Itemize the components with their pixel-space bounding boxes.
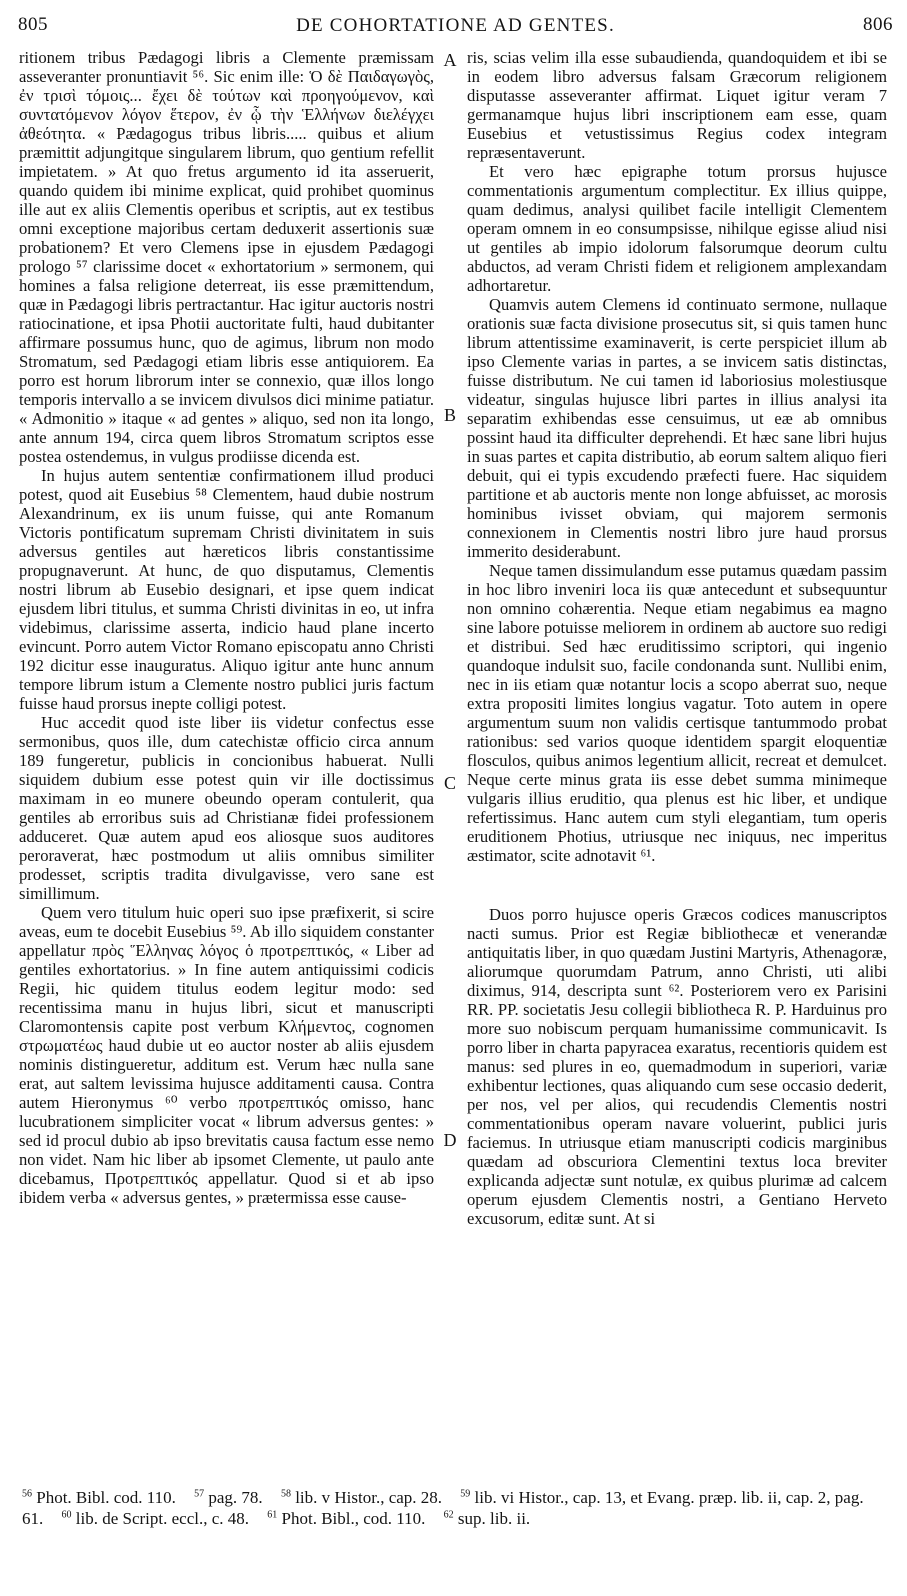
footnotes [22,1487,887,1529]
footnote: $^{57}$ pag. 78. [194,1488,263,1507]
running-title: DE COHORTATIONE AD GENTES. [296,15,615,36]
paragraph: ris, scias velim illa esse subaudienda, quandoquidem et ibi se in eodem libro adversus falsam Græcorum religionem disputasse asseveranter affirmat. Liquet igitur veram 7 germanamque hujus libri inscriptionem eam esse, quam Eusebius et vetustissimus Regius codex integram repræsentaverunt. [467,48,887,162]
footnote: $^{60}$ lib. de Script. eccl., c. 48. [61,1509,250,1528]
page-header [18,14,893,40]
left-column [19,48,434,1207]
margin-marker-a: A [443,50,457,70]
paragraph: Et vero hæc epigraphe totum prorsus hujusce commentationis argumentum complectitur. Ex illius quippe, quam dedimus, analysi quilibet facile intelligit Clementem operam omnem in eo consumpsisse, nihilque egisse aliud nisi ut gentiles ab impio idolorum falsorumque deorum cultu abductos, ad veram Christi fidem et religionem amplexandam adhortaretur. [467,162,887,295]
page-number-right: 806 [863,14,893,35]
paragraph: In hujus autem sententiæ confirmationem illud produci potest, quod ait Eusebius ⁵⁸ Clementem, haud dubie nostrum Alexandrinum, ex iis unum fuisse, qui ante Romanum Victoris pontificatum supremam Christi divinitatem in suis adversus gentiles aut hæreticos libris constantissime propugnaverunt. At hunc, de quo disputamus, Clementis nostri librum ab Eusebio designari, et ipse quem indicat ejusdem libri titulus, et summa Christi divinitas in eo, ut infra videbimus, clarissime asserta, indicio haud plane incerto evincunt. Porro autem Victor Romano episcopatu anno Christi 192 dicitur esse inauguratus. Aliquo igitur ante hunc annum tempore librum istum a Clemente nostro publici juris factum fuisse haud prorsus inepte colligi potest. [19,466,434,713]
footnote: $^{62}$ sup. lib. ii. [443,1509,531,1528]
footnote: $^{58}$ lib. v Histor., cap. 28. [280,1488,443,1507]
margin-marker-b: B [443,405,456,425]
margin-marker-c: C [443,773,456,793]
margin-marker-d: D [443,1130,457,1150]
footnote: $^{59}$ lib. vi Histor., cap. 13, et Evang. præp. lib. ii, cap. 2, pag. 61. [22,1488,864,1528]
page-number-left: 805 [18,14,48,35]
paragraph: Duos porro hujusce operis Græcos codices manuscriptos nacti sumus. Prior est Regiæ bibliothecæ et venerandæ antiquitatis liber, in quo quædam Justini Martyris, Athenagoræ, aliorumque quorumdam Patrum, anno Christi, uti alibi diximus, 914, descripta sunt ⁶². Posteriorem vero ex Parisini RR. PP. societatis Jesu collegii bibliotheca R. P. Harduinus pro more suo nobiscum perquam humanissime communicavit. Is porro liber in charta papyracea exaratus, recentioris quidem est manus: sed plures in eo, quemadmodum in superiori, variæ exhibentur lectiones, quas aliquando cum sese occasio dederit, per nos, vel per alios, qui recudendis Clementis nostri commentationibus operam navare voluerint, publici juris faciemus. In utriusque etiam manuscripti codicis marginibus quædam ad obscuriora Clementini textus loca breviter explicanda adjectæ sunt notulæ, ex quibus plurimæ ad calcem operum ejusdem Clementis nostri, a Gentiano Herveto excusorum, editæ sunt. At si [467,905,887,1228]
paragraph: Neque tamen dissimulandum esse putamus quædam passim in hoc libro inveniri loca iis quæ antecedunt et subsequuntur non omnino cohærentia. Neque etiam negabimus ea magno sine labore potuisse meliorem in ordinem ab auctore suo redigi et distribui. Sed hæc eruditissimo scriptori, qui ingenio quandoque indulsit suo, facile condonanda sunt. Nullibi enim, nec in iis etiam quæ notantur locis a scopo aberrat suo, neque extra propositi limites longius vagatur. Toto autem in opere argumentum suum non validis certisque tantummodo probat rationibus: sed varios quoque identidem spargit eloquentiæ flosculos, quibus animos legentium allicit, recreat et demulcet. Neque certe minus grata iis esse debet summa minimeque vulgaris illius eruditio, qua plenus est hic liber, et undique refertissimus. Hanc autem cum styli elegantiam, tum operis eruditionem Photius, utriusque nec iniquus, nec imperitus æstimator, scite adnotavit ⁶¹. [467,561,887,865]
paragraph: Huc accedit quod iste liber iis videtur confectus esse sermonibus, quos ille, dum catechistæ officio circa annum 189 fungeretur, publicis in concionibus habuerat. Nulli siquidem dubium esse potest quin vir ille doctissimus maximam in eo munere obeundo operam contulerit, qua gentiles ab erroribus suis ad Christianæ fidei professionem adduceret. Quæ autem apud eos aliosque suos auditores peroraverat, hæc postmodum ut aliis omnibus similiter prodesset, scriptis tradita divulgavisse, vero sane est simillimum. [19,713,434,903]
paragraph: Quamvis autem Clemens id continuato sermone, nullaque orationis suæ facta divisione prosecutus sit, si quis tamen hunc librum attentissime examinaverit, is certe perspiciet illum ab ipso Clemente varias in partes, a se invicem satis distinctas, fuisse distributum. Ne cui tamen id laboriosius molestiusque videatur, singulas hujusce libri partes in illius analysi ita separatim exhibendas esse censuimus, ut eæ ab omnibus possint haud ita difficulter deprehendi. Et hæc sane libri hujus in suas partes et capita distributio, ab eorum saltem aliquo fieri debuit, qui ei typis excudendo præfecti fuere. Hac siquidem partitione et ab auctoris mente non longe abfuisset, ac morosis hominibus ivisset obviam, qui majorem sermonis connexionem in Clementis nostri libro jure haud prorsus immerito desiderabunt. [467,295,887,561]
right-column [467,48,887,1228]
paragraph: ritionem tribus Pædagogi libris a Clemente præmissam asseveranter pronuntiavit ⁵⁶. Sic enim ille: Ὁ δὲ Παιδαγωγὸς, ἐν τρισὶ τόμοις... ἔχει δὲ τούτων καὶ προηγούμενον, καὶ συντατόμενον λόγον ἕτερον, ἐν ᾧ τὴν Ἑλλήνων διελέγχει ἀθεότητα. « Pædagogus tribus libris..... quibus et alium præmittit adjungitque singularem librum, quo gentium refellit impietatem. » At quo fretus argumento id ita asseruerit, quando quidem ibi minime explicat, quid prohibet quominus ille aut ex aliis Clementis operibus et scriptis, aut ex testibus omni exceptione majoribus certam deduxerit assertionis suæ probationem? Et vero Clemens ipse in ejusdem Pædagogi prologo ⁵⁷ clarissime docet « exhortatorium » sermonem, qui homines a falsa religione deterreat, iis esse præmittendum, quæ in Pædagogi libris pertractantur. Hac igitur auctoris nostri ratiocinatione, et ipsa Photii auctoritate fulti, haud dubitanter affirmare possumus hunc, quo de agimus, librum non modo Stromatum, sed Pædagogi etiam libris esse antiquiorem. Ea porro est horum librorum inter se connexio, quæ illos longo temporis intervallo a se invicem divulsos dici minime patiatur. « Admonitio » itaque « ad gentes » aliquo, sed non ita longo, ante annum 194, circa quem libros Stromatum scriptos esse postea ostendemus, in vulgus prodiisse dicenda est. [19,48,434,466]
paragraph: Quem vero titulum huic operi suo ipse præfixerit, si scire aveas, eum te docebit Eusebius ⁵⁹. Ab illo siquidem constanter appellatur πρὸς Ἕλληνας λόγος ὁ προτρεπτικός, « Liber ad gentiles exhortatorius. » In fine autem antiquissimi codicis Regii, hic quidem titulus eodem legitur modo: sed recentissima manu in hujus libri, sicut et manuscripti Claromontensis capite post verbum Κλήμεντος, cognomen στρωματέως haud dubie ut eo auctor noster ab aliis ejusdem nominis distingueretur, additum est. Verum hæc nulla sane erat, aut saltem levissima hujusce additamenti causa. Contra autem Hieronymus ⁶⁰ verbo προτρεπτικός omisso, hanc lucubrationem simpliciter vocat « librum adversus gentes: » sed id procul dubio ab ipso brevitatis causa factum esse nemo non videt. Nam hic liber ab ipsomet Clemente, ut paulo ante dicebamus, Προτρεπτικός appellatur. Quod si et ab ipso ibidem verba « adversus gentes, » prætermissa esse cause- [19,903,434,1207]
footnote: $^{56}$ Phot. Bibl. cod. 110. [22,1488,176,1507]
footnote: $^{61}$ Phot. Bibl., cod. 110. [267,1509,426,1528]
